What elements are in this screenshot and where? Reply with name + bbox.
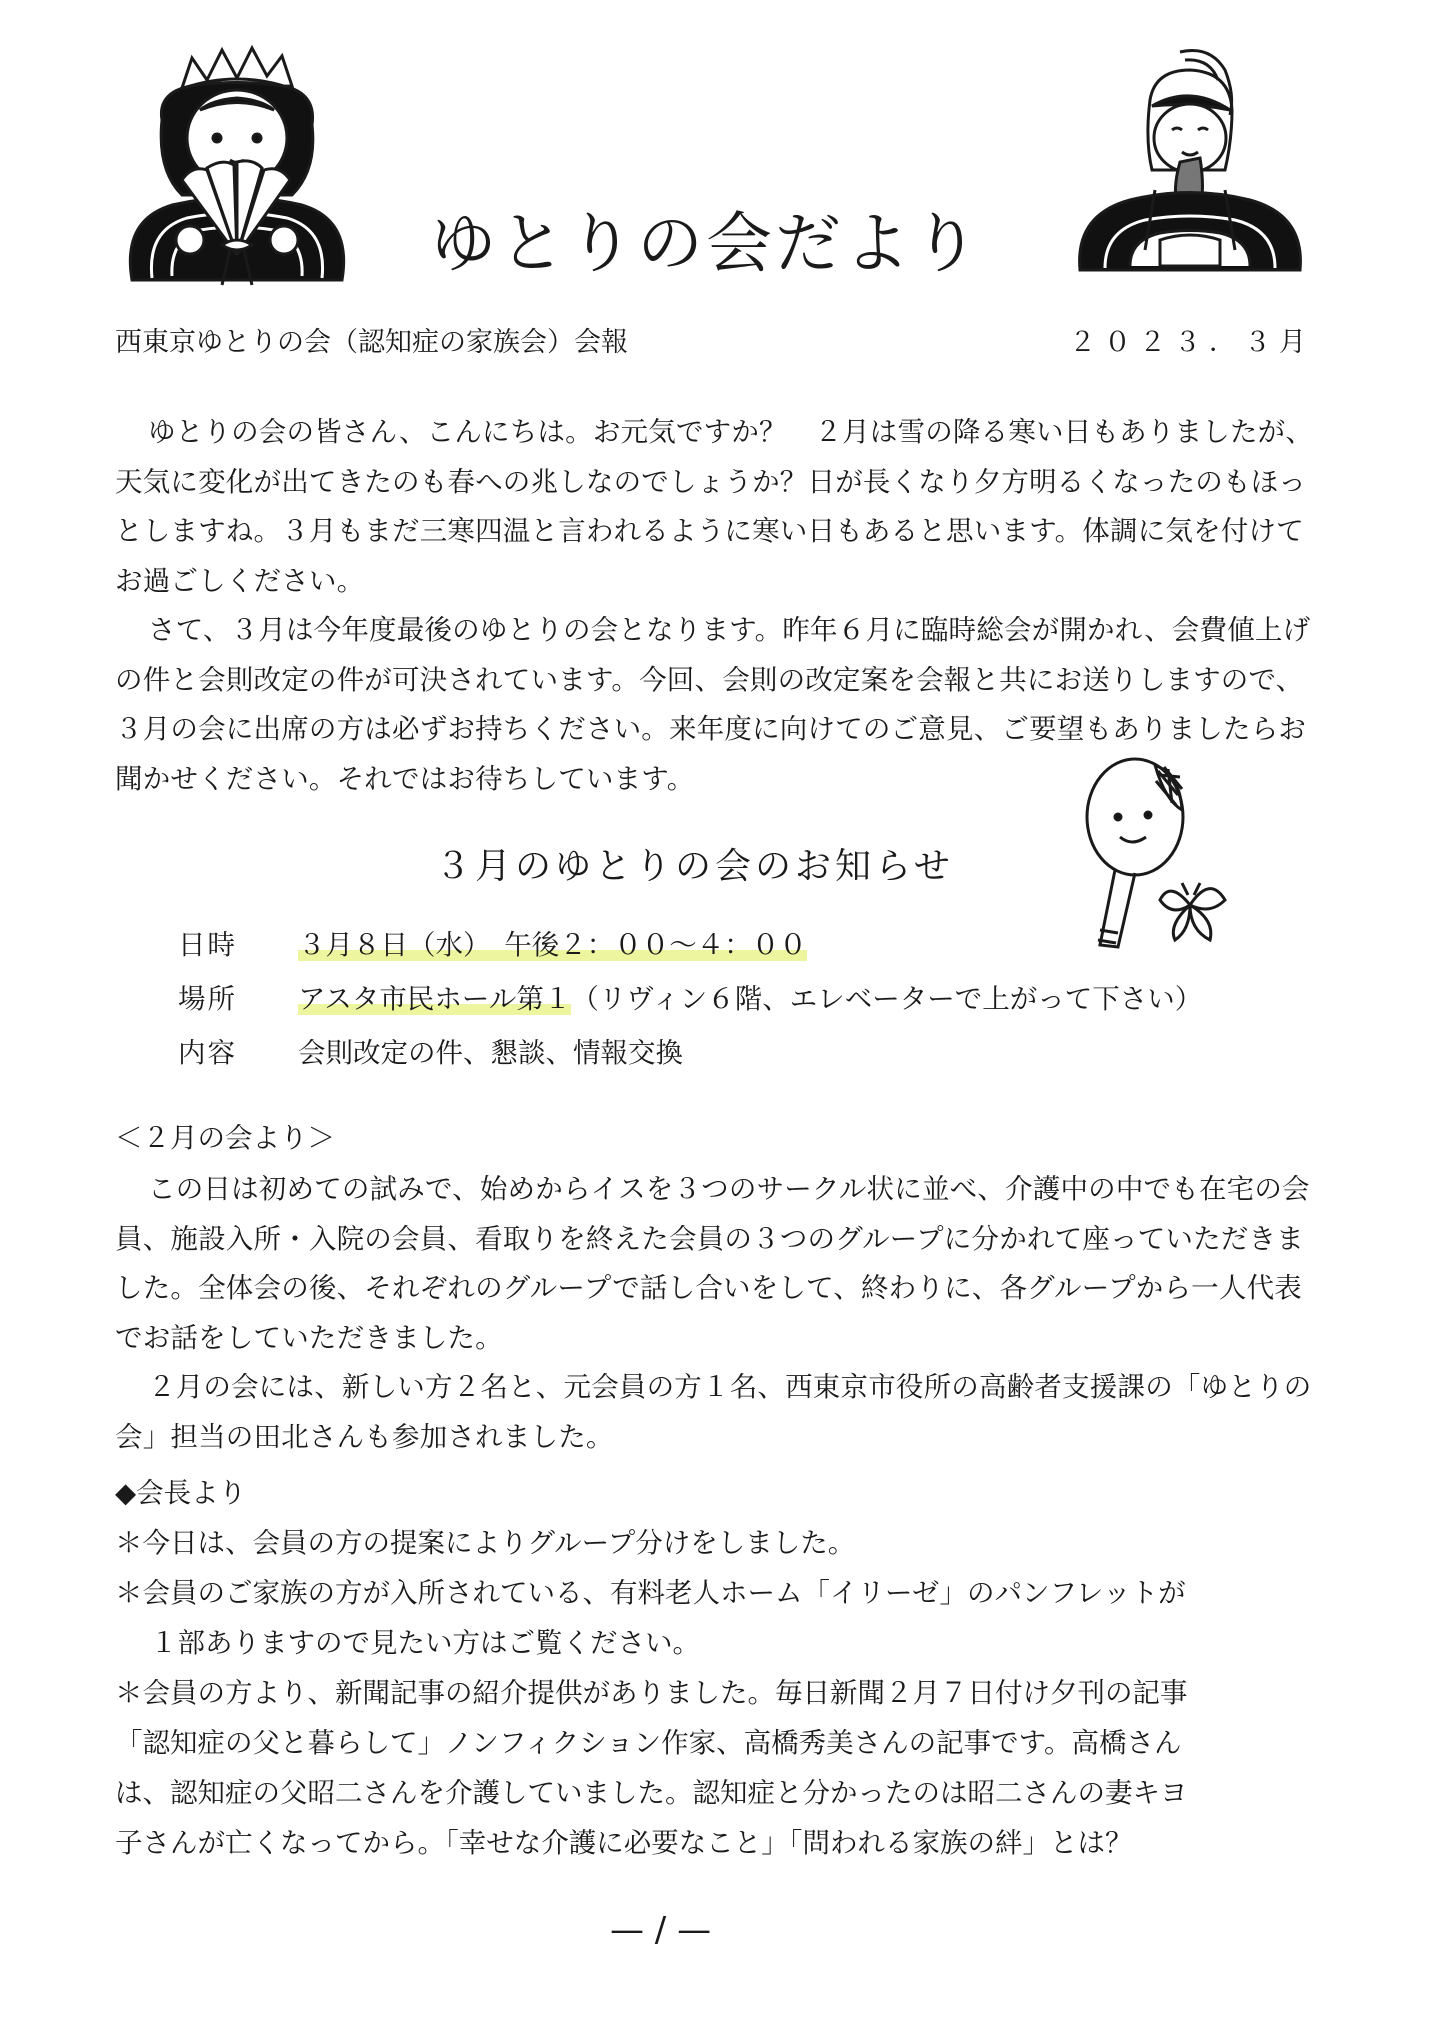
chairman-item-1: ＊今日は、会員の方の提案によりグループ分けをしました。 bbox=[115, 1527, 856, 1559]
chairman-item-2: ＊会員のご家族の方が入所されている、有料老人ホーム「イリーゼ」のパンフレットが bbox=[115, 1577, 1186, 1609]
issue-date: ２０２３．３月 bbox=[1069, 327, 1314, 358]
datetime-label: 日時 bbox=[178, 929, 237, 961]
chairman-item-3: ＊会員の方より、新聞記事の紹介提供がありました。毎日新聞２月７日付け夕刊の記事 bbox=[115, 1677, 1188, 1709]
report-paragraph-2: ２月の会には、新しい方２名と、元会員の方１名、西東京市役所の高齢者支援課の「ゆとりの会」担当の田北さんも参加されました。 bbox=[115, 1371, 1312, 1453]
intro-paragraph-1: ゆとりの会の皆さん、こんにちは。お元気ですか？ ２月は雪の降る寒い日もありましたが、天気に変化が出てきたのも春への兆しなのでしょうか？日が長くなり夕方明るくなったのもほっとしますね。３月もまだ三寒四温と言われるように寒い日もあると思います。体調に気を付けてお過ごしください。 bbox=[115, 416, 1314, 597]
chairman-item-3-cont-3: 子さんが亡くなってから。「幸せな介護に必要なこと」「問われる家族の絆」とは？ bbox=[115, 1827, 1133, 1859]
page-number: — / — bbox=[610, 1910, 712, 1950]
report-paragraph-1: この日は初めての試みで、始めからイスを３つのサークル状に並べ、介護中の中でも在宅の会員、施設入所・入院の会員、看取りを終えた会員の３つのグループに分かれて座っていただきました。全体会の後、それぞれのグループで話し合いをして、終わりに、各グループから一人代表でお話をしていただきました。 bbox=[115, 1173, 1310, 1354]
notice-content-row bbox=[178, 1030, 683, 1070]
organization-line: 西東京ゆとりの会（認知症の家族会）会報 bbox=[115, 327, 628, 358]
intro-paragraph-2: さて、３月は今年度最後のゆとりの会となります。昨年６月に臨時総会が開かれ、会費値上げの件と会則改定の件が可決されています。今回、会則の改定案を会報と共にお送りしますので、３月の会に出席の方は必ずお持ちください。来年度に向けてのご意見、ご要望もありましたらお聞かせください。それではお待ちしています。 bbox=[115, 614, 1311, 795]
chairman-item-3-cont-2: は、認知症の父昭二さんを介護していました。認知症と分かったのは昭二さんの妻キヨ bbox=[115, 1777, 1188, 1809]
notice-datetime-row bbox=[178, 922, 807, 962]
place-label: 場所 bbox=[178, 983, 237, 1015]
place-note: （リヴィン６階、エレベーターで上がって下さい） bbox=[571, 983, 1203, 1015]
content-value: 会則改定の件、懇談、情報交換 bbox=[298, 1037, 683, 1069]
emperor-doll-illustration bbox=[112, 40, 372, 300]
chairman-heading: ◆会長より bbox=[115, 1477, 247, 1509]
spoon-character-illustration bbox=[1060, 755, 1260, 965]
content-label: 内容 bbox=[178, 1037, 237, 1069]
newsletter-title: ゆとりの会だより bbox=[430, 205, 982, 282]
chairman-item-2-cont: １部ありますので見たい方はご覧ください。 bbox=[150, 1627, 700, 1659]
chairman-item-3-cont-1: 「認知症の父と暮らして」ノンフィクション作家、高橋秀美さんの記事です。高橋さん bbox=[115, 1727, 1182, 1759]
empress-doll-illustration bbox=[1060, 40, 1320, 300]
notice-title: ３月のゆとりの会のお知らせ bbox=[435, 846, 954, 887]
notice-place-row bbox=[178, 976, 1202, 1016]
place-value: アスタ市民ホール第１ bbox=[298, 983, 572, 1015]
report-heading: ＜２月の会より＞ bbox=[115, 1122, 335, 1154]
datetime-value: ３月８日（水） 午後２：００～４：００ bbox=[298, 929, 807, 961]
